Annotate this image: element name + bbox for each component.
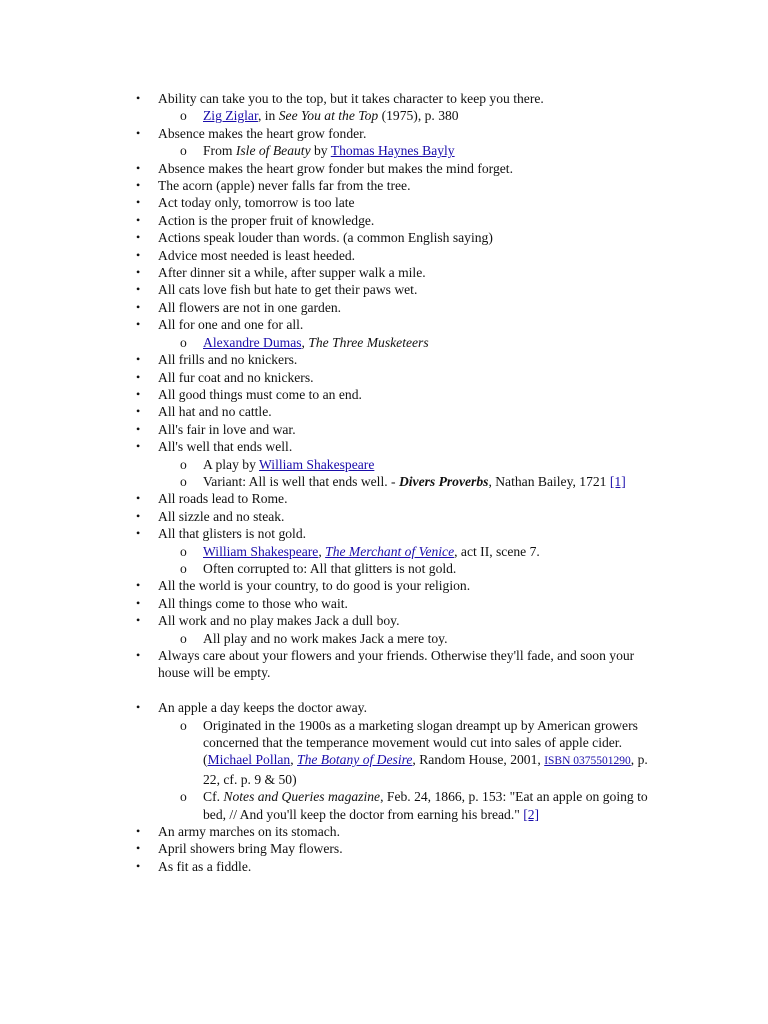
sub-text: A play by [203,456,260,472]
proverb-text: Absence makes the heart grow fonder. [158,125,367,141]
bullet-icon: • [136,230,141,245]
sub-text: by [310,143,331,159]
proverb-item [0,595,768,612]
sub-text: Originated in the 1900s as a marketing slogan dreampt up by American growers concerned that the temperance movement would cut into sales of apple cider. ( [203,717,638,768]
sub-text: , act II, scene 7. [454,543,540,559]
proverb-text: Ability can take you to the top, but it takes character to keep you there. [158,91,544,106]
proverb-text: Advice most needed is least heeded. [158,247,356,263]
sub-item [158,717,660,789]
work-title: See You at the Top [278,108,379,124]
work-title: The Botany of Desire [297,752,413,768]
proverb-list [0,90,768,875]
bullet-icon: • [136,439,141,454]
bullet-icon: • [136,352,141,367]
work-title: Isle of Beauty [235,143,311,159]
proverb-item [0,351,768,368]
sub-text: (1975), p. 380 [378,108,459,124]
proverb-item [0,386,768,403]
proverb-item [0,490,768,507]
proverb-text: April showers bring May flowers. [158,841,343,857]
proverb-item [0,438,768,490]
proverb-text: The acorn (apple) never falls far from the tree. [158,178,411,194]
proverb-item [0,264,768,281]
author-link[interactable]: Zig Ziglar [203,108,258,124]
author-link[interactable]: Alexandre Dumas [203,334,302,350]
bullet-icon: • [136,648,141,662]
bullet-icon: • [136,578,141,593]
proverb-item [0,194,768,211]
circle-bullet-icon: o [180,543,187,559]
sub-text: Often corrupted to: All that glitters is not gold. [203,560,457,576]
circle-bullet-icon: o [180,143,187,159]
sub-item [158,560,660,577]
proverb-text: All roads lead to Rome. [158,491,288,507]
sub-text: Cf. [203,789,224,805]
sub-text: , Random House, 2001, [412,752,545,768]
sub-list [158,142,660,159]
bullet-icon: • [136,421,141,436]
author-link[interactable]: Michael Pollan [207,752,291,768]
proverb-text: All good things must come to an end. [158,386,362,402]
sub-list [158,456,660,491]
sub-list [158,543,660,578]
sub-item [158,456,660,473]
proverb-item [0,160,768,177]
bullet-icon: • [136,404,141,419]
proverb-item [0,299,768,316]
sub-text: , p. 22, cf. p. 9 & 50) [203,752,648,787]
bullet-icon: • [136,508,141,523]
sub-text: , [301,334,309,350]
proverb-text: All work and no play makes Jack a dull boy. [158,613,400,629]
circle-bullet-icon: o [180,630,187,646]
bullet-icon: • [136,265,141,280]
circle-bullet-icon: o [180,108,187,124]
blank-line [0,682,768,699]
proverb-text: All cats love fish but hate to get their paws wet. [158,282,418,298]
bullet-icon: • [136,212,141,227]
sub-item [158,630,660,647]
circle-bullet-icon: o [180,334,187,350]
proverb-text: All's well that ends well. [158,439,293,455]
proverb-text: All flowers are not in one garden. [158,299,342,315]
proverb-text: All sizzle and no steak. [158,508,285,524]
sub-list [158,630,660,647]
proverb-item [0,90,768,125]
circle-bullet-icon: o [180,717,187,733]
proverb-text: An apple a day keeps the doctor away. [158,700,367,716]
author-link[interactable]: William Shakespeare [259,456,375,472]
circle-bullet-icon: o [180,456,187,472]
circle-bullet-icon: o [180,473,187,489]
sub-text: Variant: All is well that ends well. - [203,473,399,489]
work-title: The Three Musketeers [308,334,429,350]
work-title: Notes and Queries magazine [223,789,381,805]
proverb-text: Act today only, tomorrow is too late [158,195,355,211]
circle-bullet-icon: o [180,789,187,805]
sub-list [158,334,660,351]
isbn-link[interactable]: ISBN 0375501290 [544,755,631,768]
proverb-item [0,647,768,682]
bullet-icon: • [136,613,141,628]
proverb-item [0,403,768,420]
author-link[interactable]: Thomas Haynes Bayly [330,143,455,159]
proverb-text: An army marches on its stomach. [158,824,340,840]
proverb-item [0,858,768,875]
proverb-item [0,525,768,577]
proverb-item [0,508,768,525]
bullet-icon: • [136,317,141,332]
bullet-icon: • [136,369,141,384]
sub-item [158,543,660,560]
proverb-text: Always care about your flowers and your friends. Otherwise they'll fade, and soon your house will be empty. [158,648,635,681]
sub-list [158,107,660,124]
proverb-item [0,281,768,298]
bullet-icon: • [136,841,141,856]
sub-list [158,717,660,823]
bullet-icon: • [136,178,141,193]
proverb-item [0,247,768,264]
bullet-icon: • [136,160,141,175]
reference-link[interactable]: [2] [523,806,540,822]
proverb-item [0,229,768,246]
proverb-item [0,316,768,351]
sub-text: From [203,143,236,159]
proverb-text: All for one and one for all. [158,317,304,333]
bullet-icon: • [136,247,141,262]
sub-text: All play and no work makes Jack a mere toy. [203,630,448,646]
sub-item [158,142,660,159]
proverb-text: All the world is your country, to do good is your religion. [158,578,471,594]
proverb-text: All that glisters is not gold. [158,526,307,542]
proverb-item [0,369,768,386]
proverb-text: Absence makes the heart grow fonder but makes the mind forget. [158,160,513,176]
proverb-text: All hat and no cattle. [158,404,272,420]
sub-text: , in [257,108,279,124]
proverb-item [0,699,768,823]
proverb-text: All things come to those who wait. [158,595,348,611]
work-link[interactable] [297,752,412,767]
bullet-icon: • [136,700,141,715]
bullet-icon: • [136,858,141,873]
reference-link[interactable]: [1] [609,473,626,489]
proverb-item [0,125,768,160]
sub-item [158,107,660,124]
sub-text: , Feb. 24, 1866, p. 153: "Eat an apple on going to bed, // And you'll keep the doctor from earning his bread." [203,789,648,822]
proverb-item [0,177,768,194]
circle-bullet-icon: o [180,560,187,576]
bullet-icon: • [136,282,141,297]
bullet-icon: • [136,595,141,610]
bullet-icon: • [136,299,141,314]
proverb-text: All's fair in love and war. [158,421,296,437]
sub-text: , [290,752,298,768]
bullet-icon: • [136,91,141,105]
proverb-text: Action is the proper fruit of knowledge. [158,212,375,228]
sub-item [158,473,660,490]
proverb-item [0,212,768,229]
sub-text: , Nathan Bailey, 1721 [488,473,610,489]
bullet-icon: • [136,386,141,401]
bullet-icon: • [136,125,141,140]
sub-item [158,334,660,351]
bullet-icon: • [136,526,141,541]
proverb-item [0,612,768,647]
proverb-item [0,823,768,840]
proverb-item [0,577,768,594]
work-link[interactable] [325,544,454,559]
proverb-item [0,840,768,857]
proverb-text: After dinner sit a while, after supper walk a mile. [158,265,426,281]
work-title: The Merchant of Venice [325,543,455,559]
sub-text: , [318,543,326,559]
proverb-text: As fit as a fiddle. [158,858,252,874]
bullet-icon: • [136,195,141,210]
work-title: Divers Proverbs [398,473,489,489]
proverb-item [0,421,768,438]
proverbs-document [0,90,768,875]
author-link[interactable]: William Shakespeare [203,543,319,559]
sub-item [158,788,660,823]
proverb-text: Actions speak louder than words. (a common English saying) [158,230,493,246]
proverb-text: All fur coat and no knickers. [158,369,314,385]
proverb-text: All frills and no knickers. [158,352,298,368]
bullet-icon: • [136,491,141,506]
bullet-icon: • [136,824,141,839]
